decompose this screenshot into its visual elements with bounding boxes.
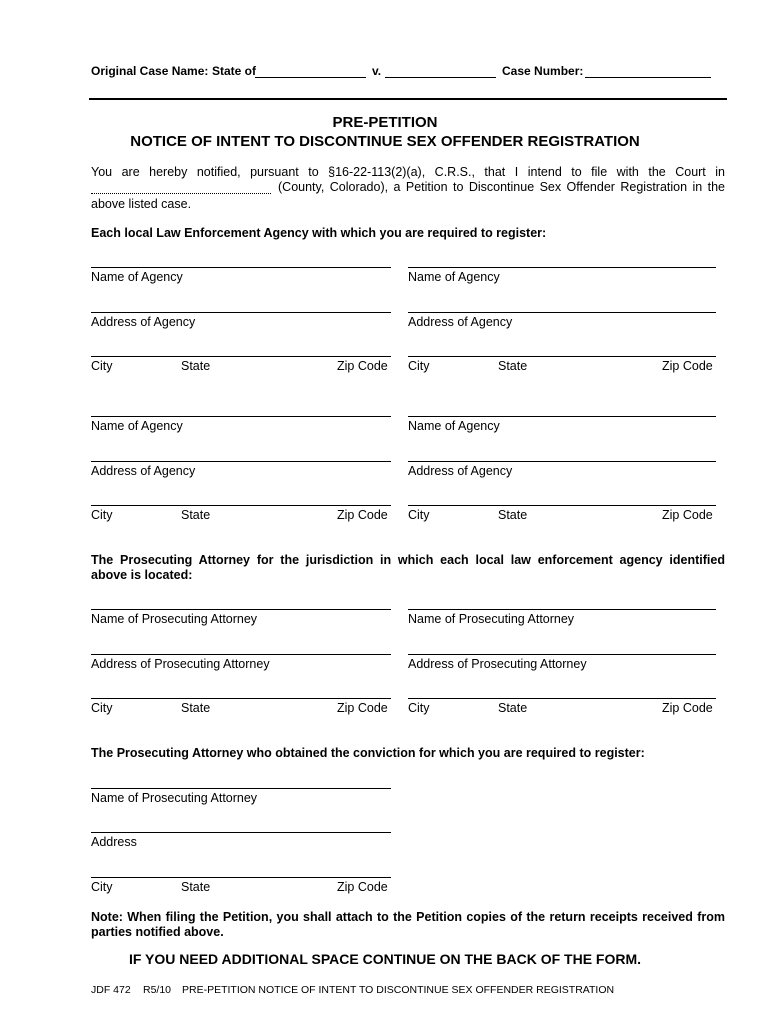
agency-address-field[interactable] (408, 312, 716, 313)
zip-label: Zip Code (662, 508, 713, 522)
conviction-section-heading: The Prosecuting Attorney who obtained the conviction for which you are required to register: (91, 746, 645, 760)
city-label: City (91, 880, 113, 894)
prosecutor-section-heading-cont: above is located: (91, 568, 193, 582)
agency-address-field[interactable] (91, 312, 391, 313)
prosecutor-name-label: Name of Prosecuting Attorney (91, 612, 258, 626)
footer-revision: R5/10 (143, 984, 172, 996)
city-label: City (91, 701, 113, 715)
agency-name-label: Name of Agency (408, 419, 500, 433)
city-label: City (408, 701, 430, 715)
agency-name-field[interactable] (408, 416, 716, 417)
agency-address-field[interactable] (408, 461, 716, 462)
agency-city-state-zip-field[interactable] (91, 505, 391, 506)
conviction-prosecutor-name-field[interactable] (91, 788, 391, 789)
footer-form-id: JDF 472 (91, 984, 131, 996)
agency-address-field[interactable] (91, 461, 391, 462)
prosecutor-address-field[interactable] (408, 654, 716, 655)
agency-address-label: Address of Agency (408, 464, 513, 478)
agency-name-field[interactable] (408, 267, 716, 268)
note-text: Note: When filing the Petition, you shall attach to the Petition copies of the return receipts received from (91, 910, 725, 924)
intro-line-3: above listed case. (91, 197, 192, 211)
prosecutor-name-field[interactable] (91, 609, 391, 610)
zip-label: Zip Code (337, 359, 388, 373)
city-label: City (91, 508, 113, 522)
state-label: State (181, 508, 211, 522)
prosecutor-section-heading: The Prosecuting Attorney for the jurisdiction in which each local law enforcement agency identified (91, 553, 725, 567)
city-label: City (408, 508, 430, 522)
agency-address-label: Address of Agency (91, 464, 196, 478)
zip-label: Zip Code (337, 508, 388, 522)
conviction-address-field[interactable] (91, 832, 391, 833)
zip-label: Zip Code (337, 880, 388, 894)
prosecutor-address-label: Address of Prosecuting Attorney (408, 657, 587, 671)
header-divider (89, 98, 727, 100)
page-subtitle: NOTICE OF INTENT TO DISCONTINUE SEX OFFENDER REGISTRATION (130, 133, 640, 150)
agency-city-state-zip-field[interactable] (91, 356, 391, 357)
conviction-city-state-zip-field[interactable] (91, 877, 391, 878)
agency-address-label: Address of Agency (408, 315, 513, 329)
city-label: City (408, 359, 430, 373)
prosecutor-city-state-zip-field[interactable] (408, 698, 716, 699)
prosecutor-address-field[interactable] (91, 654, 391, 655)
prosecutor-city-state-zip-field[interactable] (91, 698, 391, 699)
agency-name-field[interactable] (91, 416, 391, 417)
case-number-field[interactable] (585, 77, 711, 78)
agency-name-label: Name of Agency (408, 270, 500, 284)
prosecutor-name-label: Name of Prosecuting Attorney (408, 612, 575, 626)
intro-line-1: You are hereby notified, pursuant to §16-22-113(2)(a), C.R.S., that I intend to file with the Court in (91, 165, 725, 179)
note-text-cont: parties notified above. (91, 925, 224, 939)
state-label: State (498, 701, 528, 715)
state-label: State (498, 508, 528, 522)
agency-city-state-zip-field[interactable] (408, 505, 716, 506)
case-number-label: Case Number: (502, 64, 584, 78)
zip-label: Zip Code (662, 701, 713, 715)
state-label: State (498, 359, 528, 373)
zip-label: Zip Code (337, 701, 388, 715)
agency-name-label: Name of Agency (91, 270, 183, 284)
state-label: State (181, 701, 211, 715)
versus-label: v. (372, 64, 382, 78)
agency-address-label: Address of Agency (91, 315, 196, 329)
footer-form-title: PRE-PETITION NOTICE OF INTENT TO DISCONTINUE SEX OFFENDER REGISTRATION (182, 984, 615, 996)
zip-label: Zip Code (662, 359, 713, 373)
state-of-field[interactable] (255, 77, 366, 78)
agency-section-heading: Each local Law Enforcement Agency with which you are required to register: (91, 226, 547, 240)
conviction-address-label: Address (91, 835, 137, 849)
state-label: State (181, 880, 211, 894)
intro-line-2: (County, Colorado), a Petition to Discontinue Sex Offender Registration in the (278, 180, 725, 194)
page-title: PRE-PETITION (332, 114, 438, 131)
case-name-label: Original Case Name: (91, 64, 209, 78)
agency-name-label: Name of Agency (91, 419, 183, 433)
state-of-label: State of (212, 64, 257, 78)
prosecutor-address-label: Address of Prosecuting Attorney (91, 657, 270, 671)
conviction-prosecutor-name-label: Name of Prosecuting Attorney (91, 791, 258, 805)
agency-name-field[interactable] (91, 267, 391, 268)
prosecutor-name-field[interactable] (408, 609, 716, 610)
agency-city-state-zip-field[interactable] (408, 356, 716, 357)
respondent-field[interactable] (385, 77, 496, 78)
state-label: State (181, 359, 211, 373)
continue-notice: IF YOU NEED ADDITIONAL SPACE CONTINUE ON THE BACK OF THE FORM. (128, 951, 642, 967)
county-field[interactable] (91, 193, 271, 194)
city-label: City (91, 359, 113, 373)
